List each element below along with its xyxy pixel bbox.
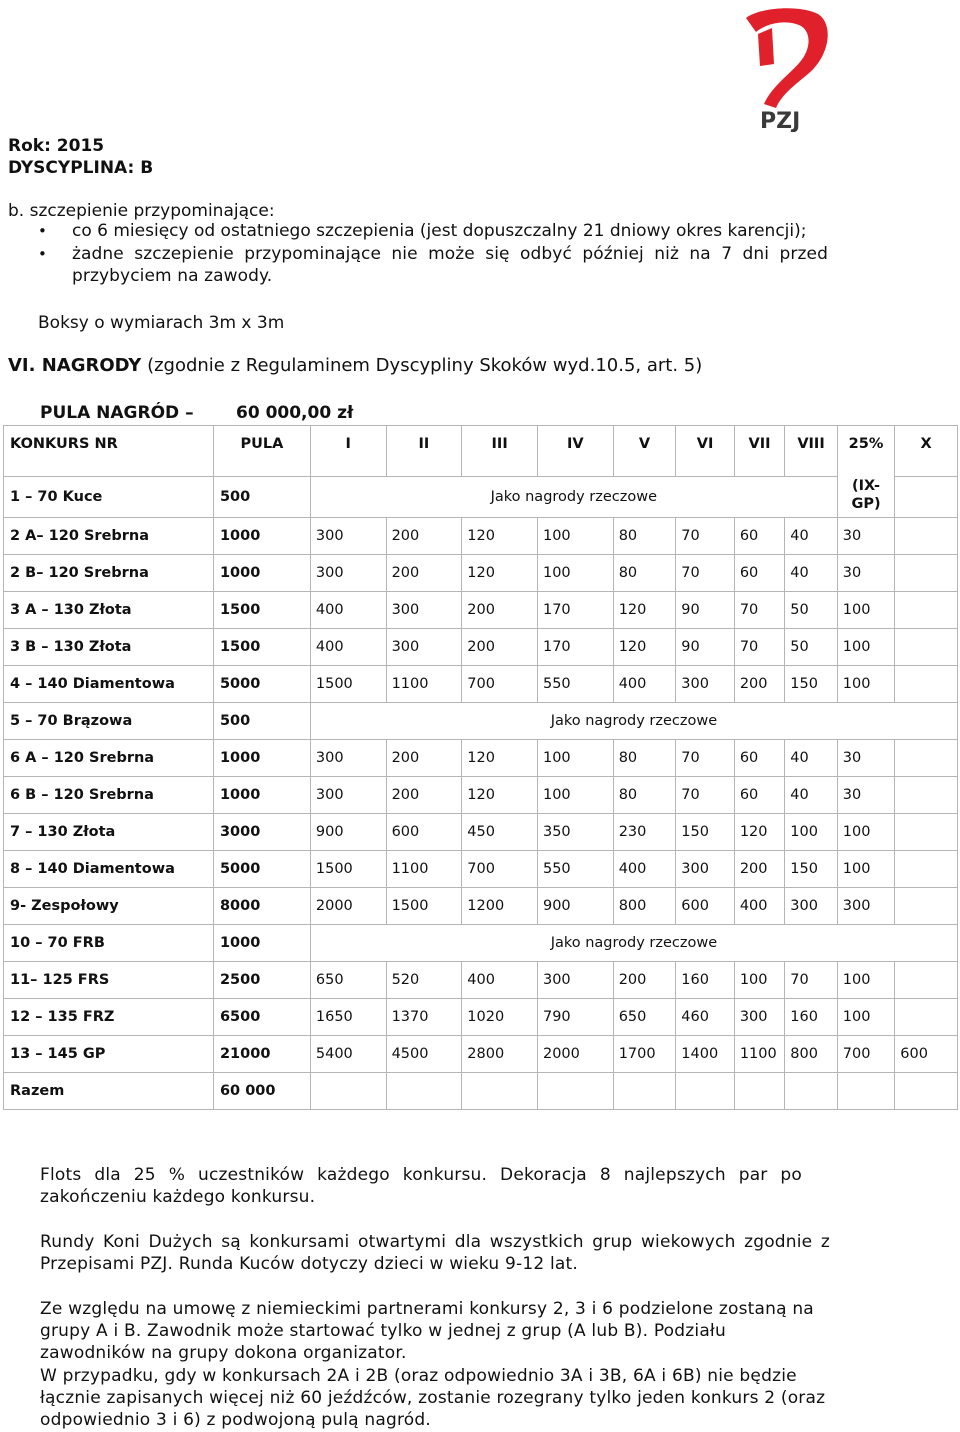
competition-pool: 1000 (213, 518, 310, 555)
table-header-row (4, 426, 958, 477)
prize-value (734, 1073, 784, 1110)
gp-note: (IX-GP) (837, 477, 895, 518)
competition-pool: 1000 (213, 777, 310, 814)
prize-value: 300 (310, 740, 386, 777)
prize-value (895, 851, 958, 888)
split-note-2: W przypadku, gdy w konkursach 2A i 2B (oraz odpowiednio 3A i 3B, 6A i 6B) nie będzie łącznie zapisanych więcej niż 60 jeźdźców, zostanie rozegrany tylko jeden konkurs 2 (oraz odpowiednio 3 i 6) z podwojoną pulą nagród. (40, 1366, 826, 1430)
prize-value: 2000 (310, 888, 386, 925)
prize-value: 40 (785, 740, 837, 777)
prize-value: 120 (462, 555, 538, 592)
competition-name: 6 A – 120 Srebrna (4, 740, 214, 777)
prize-value: 700 (837, 1036, 895, 1073)
prize-value: 100 (837, 814, 895, 851)
prize-value (895, 777, 958, 814)
prize-value: 650 (613, 999, 676, 1036)
prize-value: 120 (734, 814, 784, 851)
prize-value: 70 (676, 555, 735, 592)
prize-value: 50 (785, 629, 837, 666)
prize-value: 100 (837, 962, 895, 999)
prize-value: 300 (537, 962, 613, 999)
prize-value (537, 1073, 613, 1110)
prize-value (895, 814, 958, 851)
prize-value: 100 (837, 592, 895, 629)
prize-value: 200 (462, 629, 538, 666)
prize-value: 150 (785, 851, 837, 888)
competition-pool: 1000 (213, 555, 310, 592)
prize-value: 800 (785, 1036, 837, 1073)
prize-value (895, 962, 958, 999)
prize-value: 350 (537, 814, 613, 851)
prize-value: 2000 (537, 1036, 613, 1073)
competition-name: 5 – 70 Brązowa (4, 703, 214, 740)
prize-note: Jako nagrody rzeczowe (310, 477, 837, 518)
competition-name: 8 – 140 Diamentowa (4, 851, 214, 888)
table-header-cell: X (895, 426, 958, 477)
prize-value: 100 (837, 999, 895, 1036)
competition-pool: 8000 (213, 888, 310, 925)
table-header-cell: I (310, 426, 386, 477)
logo-text: PZJ (760, 109, 801, 132)
prize-value: 60 (734, 555, 784, 592)
competition-pool: 2500 (213, 962, 310, 999)
prize-value: 30 (837, 555, 895, 592)
prize-value: 90 (676, 629, 735, 666)
prize-value: 400 (310, 592, 386, 629)
competition-name: 9- Zespołowy (4, 888, 214, 925)
competition-name: 12 – 135 FRZ (4, 999, 214, 1036)
prize-value: 100 (537, 555, 613, 592)
competition-name: 1 – 70 Kuce (4, 477, 214, 518)
prize-value: 100 (537, 518, 613, 555)
competition-name: 2 B– 120 Srebrna (4, 555, 214, 592)
prize-value: 170 (537, 592, 613, 629)
prize-value: 400 (734, 888, 784, 925)
prize-value: 30 (837, 518, 895, 555)
prize-value: 160 (785, 999, 837, 1036)
prize-value: 1650 (310, 999, 386, 1036)
prize-value: 600 (895, 1036, 958, 1073)
prize-value (895, 666, 958, 703)
prize-value: 300 (676, 851, 735, 888)
prize-value (895, 740, 958, 777)
prize-value (310, 1073, 386, 1110)
prize-value (613, 1073, 676, 1110)
competition-name: Razem (4, 1073, 214, 1110)
competition-pool: 500 (213, 703, 310, 740)
table-row (4, 740, 958, 777)
prize-value: 230 (613, 814, 676, 851)
table-header-cell: VI (676, 426, 735, 477)
section-title-rest: (zgodnie z Regulaminem Dyscypliny Skoków wyd.10.5, art. 5) (141, 355, 703, 376)
competition-pool: 1500 (213, 592, 310, 629)
prize-value: 900 (537, 888, 613, 925)
table-row (4, 1073, 958, 1110)
prize-value: 550 (537, 851, 613, 888)
competition-name: 11– 125 FRS (4, 962, 214, 999)
prize-value: 90 (676, 592, 735, 629)
prize-value: 100 (537, 740, 613, 777)
prize-value: 200 (386, 740, 462, 777)
competition-name: 6 B – 120 Srebrna (4, 777, 214, 814)
competition-pool: 60 000 (213, 1073, 310, 1110)
table-header-cell: V (613, 426, 676, 477)
competition-name: 2 A– 120 Srebrna (4, 518, 214, 555)
table-row (4, 814, 958, 851)
vaccination-heading: b. szczepienie przypominające: (8, 201, 275, 221)
competition-pool: 5000 (213, 851, 310, 888)
prize-value (785, 1073, 837, 1110)
table-header-cell: VII (734, 426, 784, 477)
split-note-1: Ze względu na umowę z niemieckimi partnerami konkursy 2, 3 i 6 podzielone zostaną na grupy A i B. Zawodnik może startować tylko w jednej z grup (A lub B). Podziału zawodników na grupy dokona organizator. (40, 1299, 814, 1363)
prize-value: 790 (537, 999, 613, 1036)
table-row (4, 999, 958, 1036)
prize-value: 1500 (386, 888, 462, 925)
table-header-cell: IV (537, 426, 613, 477)
competition-pool: 21000 (213, 1036, 310, 1073)
competition-pool: 1000 (213, 740, 310, 777)
prize-value: 60 (734, 518, 784, 555)
prize-value: 40 (785, 777, 837, 814)
competition-pool: 1000 (213, 925, 310, 962)
table-header-cell: VIII (785, 426, 837, 477)
prize-value: 200 (386, 518, 462, 555)
prize-value: 120 (462, 777, 538, 814)
prize-value: 70 (676, 740, 735, 777)
vaccination-bullet: • żadne szczepienie przypominające nie może się odbyć później niż na 7 dni przed przybyciem na zawody. (38, 243, 828, 287)
prize-value: 1700 (613, 1036, 676, 1073)
table-row (4, 629, 958, 666)
prize-value: 300 (310, 777, 386, 814)
prize-value: 400 (462, 962, 538, 999)
prize-value: 120 (613, 629, 676, 666)
prize-value: 1100 (734, 1036, 784, 1073)
prize-value: 1400 (676, 1036, 735, 1073)
prize-value: 100 (734, 962, 784, 999)
prize-value: 120 (462, 518, 538, 555)
competition-name: 13 – 145 GP (4, 1036, 214, 1073)
table-row (4, 851, 958, 888)
vaccination-list (38, 220, 828, 287)
table-row (4, 592, 958, 629)
prize-note: Jako nagrody rzeczowe (310, 925, 957, 962)
prize-value: 200 (734, 851, 784, 888)
prize-value (895, 999, 958, 1036)
prize-value: 100 (837, 629, 895, 666)
prize-value (895, 1073, 958, 1110)
vaccination-bullet: • co 6 miesięcy od ostatniego szczepienia (jest dopuszczalny 21 dniowy okres karencji); (38, 220, 828, 242)
year-label: Rok: 2015 (8, 136, 105, 156)
prize-note: Jako nagrody rzeczowe (310, 703, 957, 740)
pool-label: PULA NAGRÓD – (40, 403, 194, 423)
prize-value: 200 (386, 555, 462, 592)
table-row (4, 962, 958, 999)
prize-value: 5400 (310, 1036, 386, 1073)
prize-value: 600 (676, 888, 735, 925)
prize-value: 800 (613, 888, 676, 925)
prize-value: 70 (676, 518, 735, 555)
prize-value: 200 (734, 666, 784, 703)
prize-value: 200 (386, 777, 462, 814)
prize-value (837, 1073, 895, 1110)
prize-value: 300 (676, 666, 735, 703)
prize-value: 300 (785, 888, 837, 925)
prize-value: 80 (613, 777, 676, 814)
prize-value: 700 (462, 666, 538, 703)
competition-name: 7 – 130 Złota (4, 814, 214, 851)
prize-value: 100 (537, 777, 613, 814)
prize-value: 200 (462, 592, 538, 629)
rounds-note: Rundy Koni Dużych są konkursami otwartymi dla wszystkich grup wiekowych zgodnie z Przepisami PZJ. Runda Kuców dotyczy dzieci w wieku 9-12 lat. (40, 1232, 830, 1274)
prize-value: 70 (734, 592, 784, 629)
table-row (4, 555, 958, 592)
competition-name: 3 A – 130 Złota (4, 592, 214, 629)
prize-value: 1500 (310, 666, 386, 703)
prize-value: 150 (676, 814, 735, 851)
prize-value: 1200 (462, 888, 538, 925)
competition-pool: 1500 (213, 629, 310, 666)
prize-table (3, 425, 958, 1110)
prize-value: 460 (676, 999, 735, 1036)
competition-pool: 5000 (213, 666, 310, 703)
competition-name: 3 B – 130 Złota (4, 629, 214, 666)
section-title-bold: VI. NAGRODY (8, 355, 142, 376)
prize-value: 650 (310, 962, 386, 999)
prize-value: 550 (537, 666, 613, 703)
prize-value: 1500 (310, 851, 386, 888)
prize-value: 300 (837, 888, 895, 925)
prize-value: 80 (613, 740, 676, 777)
table-cell (895, 477, 958, 518)
prize-value: 30 (837, 777, 895, 814)
table-row (4, 777, 958, 814)
prize-value: 520 (386, 962, 462, 999)
prize-value: 160 (676, 962, 735, 999)
section-title (8, 355, 702, 377)
prize-value: 400 (613, 851, 676, 888)
table-row (4, 1036, 958, 1073)
prize-value: 40 (785, 518, 837, 555)
prize-value: 50 (785, 592, 837, 629)
prize-value: 300 (310, 518, 386, 555)
table-header-cell: 25% (837, 426, 895, 477)
prize-value: 400 (310, 629, 386, 666)
prize-value (895, 629, 958, 666)
prize-value (895, 592, 958, 629)
competition-name: 4 – 140 Diamentowa (4, 666, 214, 703)
prize-value (462, 1073, 538, 1110)
prize-value: 60 (734, 740, 784, 777)
competition-pool: 6500 (213, 999, 310, 1036)
table-row (4, 703, 958, 740)
prize-value: 450 (462, 814, 538, 851)
boxes-note: Boksy o wymiarach 3m x 3m (38, 313, 285, 333)
prize-value: 100 (837, 666, 895, 703)
prize-value: 100 (785, 814, 837, 851)
prize-value (895, 555, 958, 592)
competition-pool: 3000 (213, 814, 310, 851)
table-header-cell: II (386, 426, 462, 477)
prize-value: 80 (613, 518, 676, 555)
prize-value: 170 (537, 629, 613, 666)
prize-value: 120 (462, 740, 538, 777)
table-header-cell: KONKURS NR (4, 426, 214, 477)
pool-amount: 60 000,00 zł (236, 403, 354, 423)
prize-value: 2800 (462, 1036, 538, 1073)
discipline-label: DYSCYPLINA: B (8, 158, 154, 178)
prize-value (386, 1073, 462, 1110)
prize-value: 300 (386, 629, 462, 666)
prize-value: 100 (837, 851, 895, 888)
prize-value (895, 518, 958, 555)
prize-value: 900 (310, 814, 386, 851)
prize-value: 300 (386, 592, 462, 629)
prize-value: 1100 (386, 851, 462, 888)
table-row (4, 888, 958, 925)
table-row (4, 477, 958, 518)
pzj-logo (738, 4, 836, 132)
prize-value: 200 (613, 962, 676, 999)
prize-value: 1020 (462, 999, 538, 1036)
table-header-cell: PULA (213, 426, 310, 477)
competition-name: 10 – 70 FRB (4, 925, 214, 962)
flots-note: Flots dla 25 % uczestników każdego konkursu. Dekoracja 8 najlepszych par po zakończeniu każdego konkursu. (40, 1165, 802, 1207)
prize-value: 120 (613, 592, 676, 629)
prize-value (895, 888, 958, 925)
prize-value: 600 (386, 814, 462, 851)
prize-value: 300 (310, 555, 386, 592)
prize-value: 1370 (386, 999, 462, 1036)
prize-value: 70 (785, 962, 837, 999)
competition-pool: 500 (213, 477, 310, 518)
prize-value (676, 1073, 735, 1110)
prize-value: 4500 (386, 1036, 462, 1073)
prize-value: 700 (462, 851, 538, 888)
prize-value: 150 (785, 666, 837, 703)
table-row (4, 518, 958, 555)
prize-value: 30 (837, 740, 895, 777)
prize-value: 40 (785, 555, 837, 592)
prize-value: 70 (734, 629, 784, 666)
prize-value: 1100 (386, 666, 462, 703)
prize-value: 60 (734, 777, 784, 814)
prize-value: 300 (734, 999, 784, 1036)
prize-value: 80 (613, 555, 676, 592)
prize-value: 70 (676, 777, 735, 814)
prize-value: 400 (613, 666, 676, 703)
table-row (4, 925, 958, 962)
table-header-cell: III (462, 426, 538, 477)
table-row (4, 666, 958, 703)
